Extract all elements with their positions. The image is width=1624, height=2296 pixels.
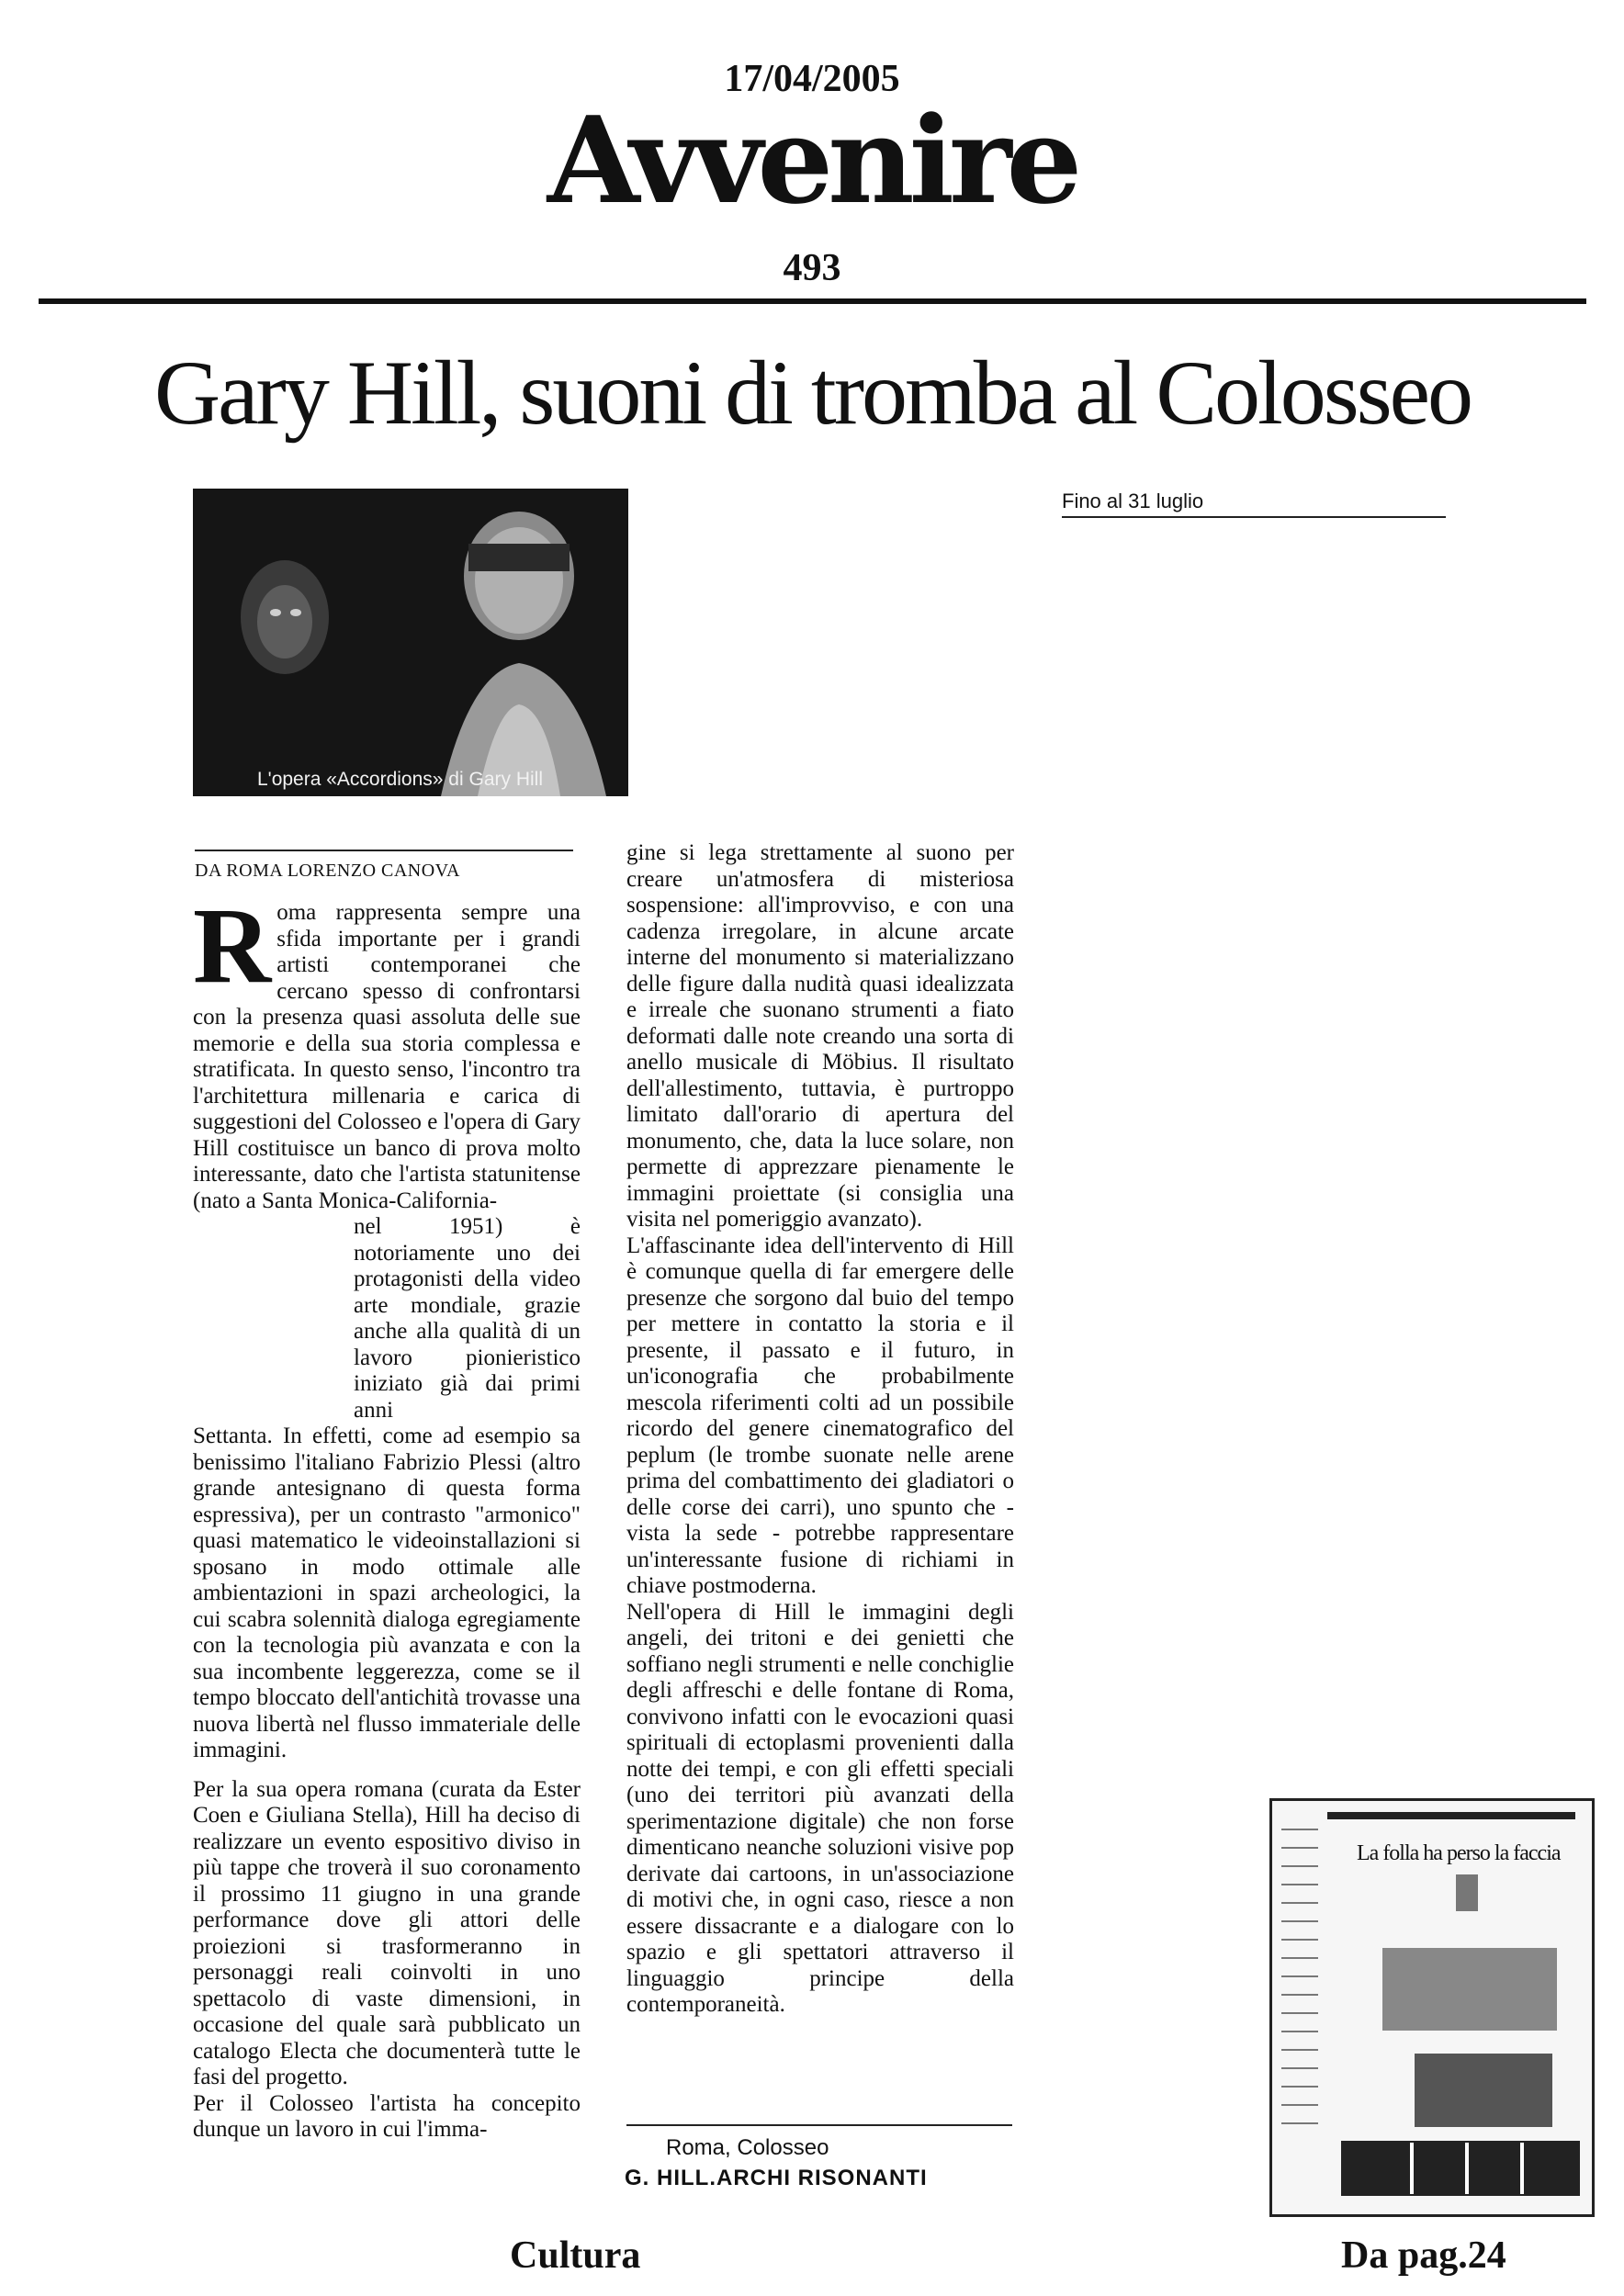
page-reference: Da pag.24	[1341, 2234, 1506, 2277]
paragraph-text: Nell'opera di Hill le immagini degli angeli, dei tritoni e dei genietti che soffiano negli strumenti e nelle conchiglie degli affreschi e delle fontane di Roma, convivono infatti con le evocazioni quasi spirituali di ectoplasmi provenienti dalla notte dei tempi, e con gli effetti speciali (uno dei territori più avanzati della sperimentazione digitale) che non forse dimenticano neanche soluzioni visive pop derivate dai cartoons, in un'associazione di motivi che, in ogni caso, riesce a non essere dissacrante e a dialogare con lo spazio e gli spettatori attraverso il linguaggio principe della contemporaneità.	[626, 1599, 1014, 2017]
article-photo	[193, 489, 628, 796]
paragraph-text-indented: nel 1951) è notoriamente uno dei protagonisti della video arte mondiale, grazie anche alla qualità di un lavoro pionieristico iniziato già dai primi anni	[354, 1214, 581, 1423]
photo-caption: L'opera «Accordions» di Gary Hill	[257, 769, 543, 790]
issue-number: 493	[783, 247, 841, 289]
section-label: Cultura	[510, 2234, 641, 2277]
paragraph-text: oma rappresenta sempre una sfida importante per i grandi artisti contemporanei che cercano spesso di confrontarsi con la presenza quasi assoluta delle sue memorie e della sua storia complessa e stratificata. In questo senso, l'incontro tra l'architettura millenaria e carica di suggestioni del Colosseo e l'opera di Gary Hill costituisce un banco di prova molto interessante, dato che l'artista statunitense (nato a Santa Monica-California-	[193, 900, 581, 1213]
clipping-date: 17/04/2005	[724, 58, 900, 100]
credit-exhibition-title: G. HILL.ARCHI RISONANTI	[625, 2166, 928, 2190]
byline-rule	[195, 850, 573, 851]
thumb-header-bar	[1327, 1812, 1575, 1819]
paragraph-text: Per il Colosseo l'artista ha concepito dunque un lavoro in cui l'imma-	[193, 2090, 581, 2142]
paragraph-text: gine si lega strettamente al suono per creare un'atmosfera di misteriosa sospensione: all'improvviso, e con una cadenza irregolare, in alcune arcate interne del monumento si materializzano delle figure dalla nudità quasi idealizzata e irreale che suonano strumenti a fiato deformati dalle note creando una sorta di anello musicale di Möbius. Il risultato dell'allestimento, tuttavia, è purtroppo limitato dall'orario di apertura del monumento, che, data la luce solare, non permette di apprezzare pienamente le immagini proiettate (si consiglia una visita nel pomeriggio avanzato).	[626, 840, 1014, 1232]
article-headline: Gary Hill, suoni di tromba al Colosseo	[153, 342, 1472, 444]
article-column-2	[626, 840, 1014, 2019]
photo-image	[193, 489, 628, 796]
paragraph	[193, 885, 581, 1214]
credit-location: Roma, Colosseo	[666, 2135, 829, 2160]
thumb-photo-1	[1456, 1874, 1478, 1911]
credit-rule	[626, 2124, 1012, 2126]
paragraph-text: L'affascinante idea dell'intervento di Hill è comunque quella di far emergere delle presenze che sorgono dal buio del tempo per mettere in contatto la storia e il presente, il passato e il futuro, in un'iconografia che probabilmente mescola riferimenti colti ad un possibile ricordo del genere cinematografico del peplum (le trombe suonate nelle arene prima del combattimento dei gladiatori o delle corse dei carri), uno spunto che - vista la sede - potrebbe rappresentare un'interessante fusione di richiami in chiave postmoderna.	[626, 1232, 1014, 1598]
newspaper-masthead: Avvenire	[547, 90, 1077, 231]
thumbnail-headline: La folla ha perso la faccia	[1357, 1841, 1561, 1865]
exhibition-dates: Fino al 31 luglio	[1062, 490, 1204, 512]
article-byline: DA ROMA LORENZO CANOVA	[195, 861, 460, 881]
paragraph-text: Per la sua opera romana (curata da Ester Coen e Giuliana Stella), Hill ha deciso di realizzare un evento espositivo diviso in più tappe che troverà il suo coronamento il prossimo 11 giugno in una grande performance dove gli attori delle proiezioni si trasformeranno in personaggi reali coinvolti in uno spettacolo di vaste dimensioni, in occasione del quale sarà pubblicato un catalogo Electa che documenterà tutte le fasi del progetto.	[193, 1776, 581, 2089]
drop-cap: R	[193, 885, 272, 1006]
page-thumbnail	[1269, 1798, 1595, 2217]
thumb-photo-2	[1382, 1948, 1557, 2031]
thumb-photo-3	[1415, 2054, 1552, 2127]
header-divider	[39, 298, 1586, 304]
article-column-1	[193, 885, 581, 2144]
paragraph-text: Settanta. In effetti, come ad esempio sa benissimo l'italiano Fabrizio Plessi (altro grande antesignano di questa forma espressiva), per un contrasto "armonico" quasi matematico le videoinstallazioni si sposano in modo ottimale alle ambientazioni in spazi archeologici, la cui scabra solennità dialoga egregiamente con la tecnologia più avanzata e con la sua incombente leggerezza, come se il tempo bloccato dell'antichità trovasse una nuova libertà nel flusso immateriale delle immagini.	[193, 1424, 581, 1762]
thumb-footer-block	[1341, 2141, 1580, 2196]
side-note-rule	[1062, 516, 1446, 518]
